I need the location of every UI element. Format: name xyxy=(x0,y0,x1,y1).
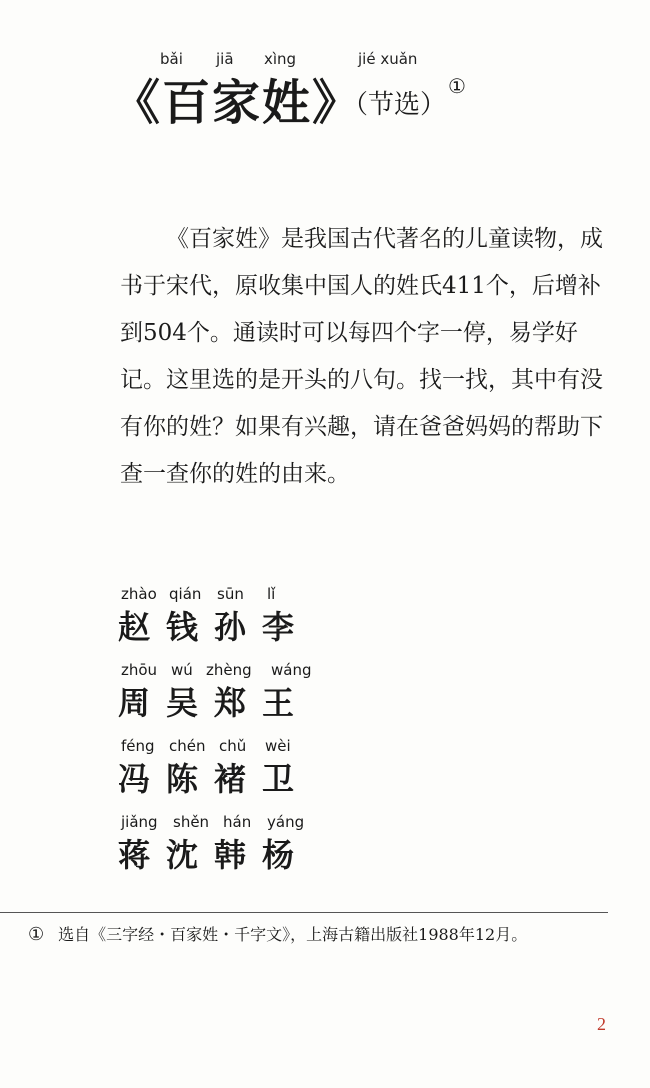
surname-char: 周 xyxy=(118,684,151,722)
pinyin: féng xyxy=(121,737,155,755)
title-pinyin-jia: jiā xyxy=(216,50,234,68)
surname-row-4-pinyin xyxy=(121,813,317,831)
title-pinyin-bai: bǎi xyxy=(160,50,183,68)
surname-row-3-pinyin xyxy=(121,737,305,755)
surname-char: 吴 xyxy=(166,684,199,722)
title-pinyin-xing: xìng xyxy=(264,50,297,68)
surname-char: 李 xyxy=(262,608,295,646)
footnote-divider xyxy=(0,912,608,913)
pinyin: zhèng xyxy=(206,661,252,679)
surname-char: 钱 xyxy=(166,608,199,646)
page-subtitle: （节选） xyxy=(342,90,447,120)
surname-char: 杨 xyxy=(262,836,295,874)
page-title: 《百家姓》 xyxy=(112,75,363,131)
surname-char: 赵 xyxy=(118,608,151,646)
surname-char: 蒋 xyxy=(118,836,151,874)
surname-row-2 xyxy=(118,678,310,724)
footnote xyxy=(28,922,527,945)
page-number: 2 xyxy=(597,1014,606,1034)
pinyin: lǐ xyxy=(267,585,276,603)
surname-row-4 xyxy=(118,830,310,876)
surname-row-1-pinyin xyxy=(121,585,307,603)
pinyin: wú xyxy=(171,661,193,679)
surname-row-1 xyxy=(118,602,310,648)
surname-char: 王 xyxy=(262,684,295,722)
pinyin: wèi xyxy=(265,737,291,755)
surname-char: 卫 xyxy=(262,760,295,798)
pinyin: shěn xyxy=(173,813,210,831)
intro-paragraph-1: 《百家姓》是我国古代著名的儿童读物，成书于宋代，原收集中国人的姓氏411个，后增补到504个。通读时可以每四个字一停，易学好记。 xyxy=(120,226,603,393)
surname-char: 褚 xyxy=(214,760,247,798)
surname-char: 陈 xyxy=(166,760,199,798)
surname-char: 韩 xyxy=(214,836,247,874)
footnote-number: ① xyxy=(28,924,45,945)
pinyin: jiǎng xyxy=(121,813,158,831)
surname-char: 冯 xyxy=(118,760,151,798)
pinyin: sūn xyxy=(217,585,244,603)
surname-char: 郑 xyxy=(214,684,247,722)
pinyin: qián xyxy=(169,585,202,603)
pinyin: chén xyxy=(169,737,206,755)
pinyin: wáng xyxy=(271,661,312,679)
pinyin: zhào xyxy=(121,585,157,603)
footnote-text: 选自《三字经・百家姓・千字文》，上海古籍出版社1988年12月。 xyxy=(58,925,528,944)
intro-paragraph-2: 这里选的是开头的八句。找一找，其中有没有你的姓？如果有兴趣，请在爸爸妈妈的帮助下查一查你的姓的由来。 xyxy=(120,367,603,487)
pinyin: chǔ xyxy=(219,737,247,755)
surname-row-2-pinyin xyxy=(121,661,321,679)
surname-char: 孙 xyxy=(214,608,247,646)
pinyin: yáng xyxy=(267,813,305,831)
title-footnote-marker: ① xyxy=(448,74,466,98)
subtitle-pinyin: jié xuǎn xyxy=(358,50,418,68)
surname-row-3 xyxy=(118,754,310,800)
pinyin: hán xyxy=(223,813,252,831)
pinyin: zhōu xyxy=(121,661,158,679)
surname-char: 沈 xyxy=(166,836,199,874)
